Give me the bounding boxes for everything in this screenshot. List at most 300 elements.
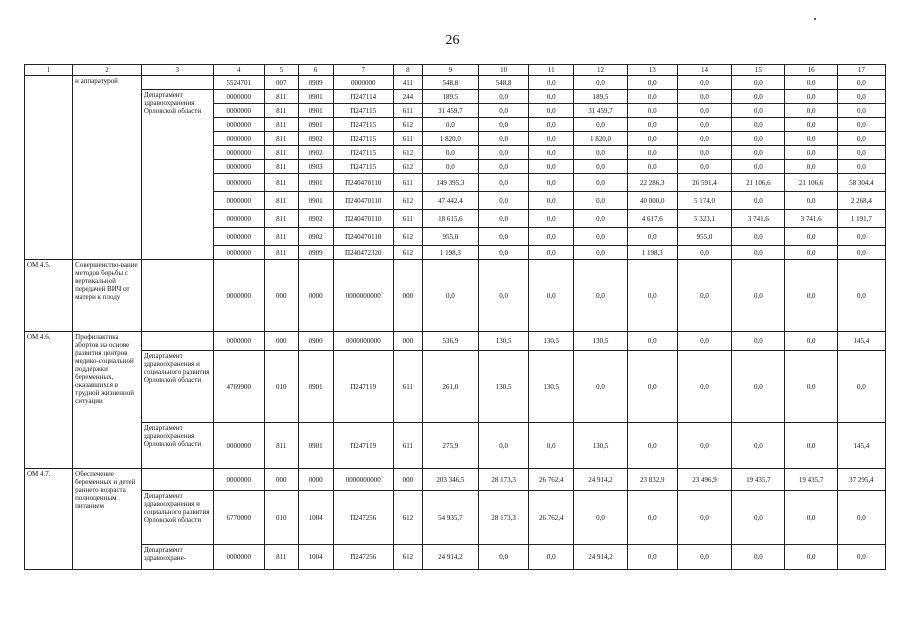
value-cell: 26 591,4 <box>677 174 731 192</box>
header-row <box>25 65 886 76</box>
value-cell: 000 <box>264 332 298 351</box>
value-cell: 0,0 <box>785 146 837 160</box>
value-cell: 0,0 <box>785 351 837 423</box>
value-cell: 0,0 <box>837 160 885 174</box>
value-cell: 5524701 <box>213 76 264 90</box>
column-header: 4 <box>213 65 264 76</box>
value-cell: 811 <box>264 160 298 174</box>
value-cell: 149 395,3 <box>422 174 478 192</box>
column-header: 16 <box>785 65 837 76</box>
value-cell: 0,0 <box>574 351 627 423</box>
column-header: 17 <box>837 65 885 76</box>
value-cell: 4 617,6 <box>627 210 677 228</box>
value-cell: 0000000 <box>213 90 264 104</box>
value-cell: 611 <box>393 104 422 118</box>
value-cell: 811 <box>264 423 298 469</box>
value-cell: 0,0 <box>677 332 731 351</box>
value-cell: 275,9 <box>422 423 478 469</box>
value-cell: П247115 <box>333 104 393 118</box>
value-cell: 0,0 <box>627 351 677 423</box>
value-cell: 0,0 <box>677 423 731 469</box>
value-cell: 203 346,5 <box>422 469 478 491</box>
value-cell: 0,0 <box>529 160 574 174</box>
table-row <box>25 423 886 469</box>
value-cell: П247115 <box>333 160 393 174</box>
value-cell: 0,0 <box>732 160 785 174</box>
value-cell: 0000000 <box>213 423 264 469</box>
table-body <box>25 65 886 570</box>
value-cell: 0,0 <box>785 160 837 174</box>
value-cell: 612 <box>393 545 422 570</box>
dept-cell <box>141 332 213 351</box>
value-cell: 0,0 <box>574 146 627 160</box>
value-cell: 0,0 <box>529 118 574 132</box>
value-cell: 0902 <box>298 228 333 246</box>
event-name-cell: Обеспечение беременных и детей раннего возраста полноценным питанием <box>73 469 142 570</box>
value-cell: 0,0 <box>574 246 627 260</box>
value-cell: 0,0 <box>732 491 785 545</box>
value-cell: 0000000 <box>213 132 264 146</box>
event-code-cell: ОМ 4.6. <box>25 332 73 469</box>
value-cell: 0,0 <box>529 423 574 469</box>
value-cell: 5 174,0 <box>677 192 731 210</box>
value-cell: 0901 <box>298 174 333 192</box>
value-cell: 0903 <box>298 160 333 174</box>
value-cell: 0901 <box>298 118 333 132</box>
value-cell: 0,0 <box>785 90 837 104</box>
value-cell: 28 173,3 <box>479 491 529 545</box>
value-cell: 811 <box>264 104 298 118</box>
value-cell: 0,0 <box>677 260 731 332</box>
column-header: 5 <box>264 65 298 76</box>
value-cell: 0,0 <box>479 174 529 192</box>
value-cell: 0,0 <box>479 192 529 210</box>
value-cell: 130,5 <box>574 423 627 469</box>
value-cell: 0901 <box>298 192 333 210</box>
table-row <box>25 260 886 332</box>
value-cell: 0,0 <box>422 160 478 174</box>
value-cell: 548,8 <box>479 76 529 90</box>
value-cell: 0000000000 <box>333 469 393 491</box>
value-cell: 010 <box>264 351 298 423</box>
value-cell: 0,0 <box>627 160 677 174</box>
value-cell: 4769900 <box>213 351 264 423</box>
column-header: 10 <box>479 65 529 76</box>
value-cell: 0,0 <box>837 228 885 246</box>
value-cell: 0,0 <box>627 90 677 104</box>
value-cell: 0902 <box>298 210 333 228</box>
value-cell: 811 <box>264 132 298 146</box>
value-cell: 811 <box>264 118 298 132</box>
value-cell: 811 <box>264 246 298 260</box>
table-row <box>25 469 886 491</box>
value-cell: 3 741,6 <box>785 210 837 228</box>
value-cell: 0,0 <box>529 90 574 104</box>
value-cell: П247115 <box>333 132 393 146</box>
value-cell: 0,0 <box>677 104 731 118</box>
value-cell: 0,0 <box>529 545 574 570</box>
column-header: 12 <box>574 65 627 76</box>
value-cell: 611 <box>393 351 422 423</box>
value-cell: 3 741,6 <box>732 210 785 228</box>
table-row <box>25 90 886 104</box>
value-cell: 0,0 <box>732 260 785 332</box>
value-cell: 0,0 <box>422 146 478 160</box>
event-name-cell: и аппаратурой <box>73 76 142 260</box>
value-cell: 612 <box>393 246 422 260</box>
value-cell: 000 <box>393 260 422 332</box>
value-cell: П240472320 <box>333 246 393 260</box>
table-row <box>25 545 886 570</box>
value-cell: 000 <box>264 260 298 332</box>
value-cell: 0,0 <box>677 90 731 104</box>
value-cell: 1 198,3 <box>627 246 677 260</box>
value-cell: 5 323,1 <box>677 210 731 228</box>
value-cell: 0,0 <box>785 132 837 146</box>
value-cell: 26 762,4 <box>529 469 574 491</box>
value-cell: 0,0 <box>837 246 885 260</box>
value-cell: 145,4 <box>837 332 885 351</box>
value-cell: П240470110 <box>333 228 393 246</box>
dept-cell <box>141 260 213 332</box>
value-cell: 0,0 <box>479 160 529 174</box>
value-cell: 145,4 <box>837 423 885 469</box>
value-cell: 23 496,9 <box>677 469 731 491</box>
value-cell: 0000000 <box>333 76 393 90</box>
value-cell: 0,0 <box>529 228 574 246</box>
value-cell: 0,0 <box>574 160 627 174</box>
value-cell: 1 820,0 <box>574 132 627 146</box>
value-cell: 1 191,7 <box>837 210 885 228</box>
value-cell: 0000000 <box>213 228 264 246</box>
value-cell: 0,0 <box>627 104 677 118</box>
value-cell: 0,0 <box>479 246 529 260</box>
value-cell: 0,0 <box>479 104 529 118</box>
value-cell: 0,0 <box>677 160 731 174</box>
dept-cell <box>141 76 213 90</box>
value-cell: 0,0 <box>837 132 885 146</box>
value-cell: 0,0 <box>732 423 785 469</box>
value-cell: 26 762,4 <box>529 491 574 545</box>
value-cell: 0,0 <box>574 260 627 332</box>
value-cell: 0000000 <box>213 545 264 570</box>
value-cell: 0,0 <box>627 491 677 545</box>
value-cell: 0,0 <box>837 90 885 104</box>
value-cell: 0,0 <box>785 118 837 132</box>
value-cell: 0,0 <box>529 104 574 118</box>
column-header: 8 <box>393 65 422 76</box>
value-cell: 0,0 <box>574 192 627 210</box>
value-cell: 0000 <box>298 260 333 332</box>
value-cell: 811 <box>264 90 298 104</box>
value-cell: 189,5 <box>574 90 627 104</box>
value-cell: 0,0 <box>677 132 731 146</box>
value-cell: 0000000 <box>213 246 264 260</box>
value-cell: 0902 <box>298 146 333 160</box>
value-cell: 22 286,3 <box>627 174 677 192</box>
value-cell: 0,0 <box>677 246 731 260</box>
value-cell: 0,0 <box>479 146 529 160</box>
value-cell: 0,0 <box>627 545 677 570</box>
value-cell: 0,0 <box>732 246 785 260</box>
value-cell: 58 304,4 <box>837 174 885 192</box>
event-code-cell: ОМ 4.7. <box>25 469 73 570</box>
column-header: 9 <box>422 65 478 76</box>
value-cell: 0000000 <box>213 210 264 228</box>
value-cell: 0,0 <box>574 210 627 228</box>
value-cell: 536,9 <box>422 332 478 351</box>
value-cell: 0,0 <box>529 146 574 160</box>
event-code-cell: ОМ 4.5. <box>25 260 73 332</box>
value-cell: 0,0 <box>732 192 785 210</box>
value-cell: 612 <box>393 491 422 545</box>
value-cell: 31 459,7 <box>422 104 478 118</box>
value-cell: 0,0 <box>732 228 785 246</box>
value-cell: 261,0 <box>422 351 478 423</box>
value-cell: 611 <box>393 174 422 192</box>
value-cell: 21 106,6 <box>785 174 837 192</box>
dept-cell: Департамент здравоохранения и социального развития Орловской области <box>141 351 213 423</box>
value-cell: 811 <box>264 210 298 228</box>
value-cell: 0,0 <box>837 545 885 570</box>
value-cell: 0,0 <box>732 545 785 570</box>
dept-cell: Департамент здравоохранения и социального развития Орловской области <box>141 491 213 545</box>
value-cell: 0,0 <box>785 228 837 246</box>
value-cell: 0901 <box>298 351 333 423</box>
value-cell: П247256 <box>333 491 393 545</box>
value-cell: 0,0 <box>627 118 677 132</box>
value-cell: 0000000 <box>213 118 264 132</box>
value-cell: 0000000 <box>213 174 264 192</box>
value-cell: 0,0 <box>732 332 785 351</box>
value-cell: 612 <box>393 118 422 132</box>
value-cell: 0,0 <box>677 118 731 132</box>
value-cell: 0,0 <box>677 76 731 90</box>
value-cell: 0,0 <box>732 132 785 146</box>
value-cell: 0,0 <box>785 76 837 90</box>
value-cell: 811 <box>264 146 298 160</box>
speck-mark <box>814 18 816 20</box>
value-cell: 1 820,0 <box>422 132 478 146</box>
value-cell: 23 832,9 <box>627 469 677 491</box>
value-cell: 0,0 <box>529 246 574 260</box>
value-cell: 1004 <box>298 491 333 545</box>
value-cell: 0,0 <box>479 90 529 104</box>
value-cell: 0,0 <box>479 228 529 246</box>
value-cell: 0000000 <box>213 192 264 210</box>
value-cell: 0,0 <box>479 260 529 332</box>
value-cell: 0,0 <box>529 174 574 192</box>
value-cell: 611 <box>393 423 422 469</box>
value-cell: 0,0 <box>785 423 837 469</box>
value-cell: 0000000000 <box>333 260 393 332</box>
value-cell: 19 435,7 <box>732 469 785 491</box>
value-cell: 0,0 <box>677 491 731 545</box>
value-cell: 31 459,7 <box>574 104 627 118</box>
value-cell: 0,0 <box>574 228 627 246</box>
value-cell: 0000 <box>298 469 333 491</box>
value-cell: П240470110 <box>333 210 393 228</box>
value-cell: 0000000 <box>213 469 264 491</box>
value-cell: П247115 <box>333 146 393 160</box>
value-cell: 0,0 <box>574 174 627 192</box>
value-cell: 0,0 <box>785 104 837 118</box>
value-cell: 0,0 <box>529 76 574 90</box>
value-cell: 0000000 <box>213 260 264 332</box>
value-cell: П240470110 <box>333 192 393 210</box>
value-cell: 0,0 <box>837 118 885 132</box>
value-cell: 0902 <box>298 132 333 146</box>
value-cell: 0,0 <box>627 132 677 146</box>
value-cell: 28 173,3 <box>479 469 529 491</box>
value-cell: 0,0 <box>529 192 574 210</box>
value-cell: 0,0 <box>529 210 574 228</box>
dept-cell <box>141 469 213 491</box>
event-name-cell: Совершенство-вание методов борьбы с вертикальной передачей ВИЧ от матери к плоду <box>73 260 142 332</box>
value-cell: 0,0 <box>732 104 785 118</box>
value-cell: 0,0 <box>479 210 529 228</box>
value-cell: 2 268,4 <box>837 192 885 210</box>
value-cell: 0,0 <box>785 491 837 545</box>
value-cell: 612 <box>393 228 422 246</box>
value-cell: 18 615,6 <box>422 210 478 228</box>
value-cell: 40 000,0 <box>627 192 677 210</box>
value-cell: 0901 <box>298 423 333 469</box>
value-cell: 612 <box>393 160 422 174</box>
value-cell: П247119 <box>333 423 393 469</box>
value-cell: 010 <box>264 491 298 545</box>
value-cell: 007 <box>264 76 298 90</box>
code-cell <box>25 76 73 260</box>
value-cell: 0,0 <box>627 228 677 246</box>
value-cell: 0901 <box>298 104 333 118</box>
value-cell: 0,0 <box>627 332 677 351</box>
value-cell: 811 <box>264 545 298 570</box>
column-header: 3 <box>141 65 213 76</box>
value-cell: 0,0 <box>837 260 885 332</box>
value-cell: 0,0 <box>837 351 885 423</box>
value-cell: П247114 <box>333 90 393 104</box>
value-cell: 811 <box>264 192 298 210</box>
value-cell: 0,0 <box>677 545 731 570</box>
value-cell: 0,0 <box>837 76 885 90</box>
value-cell: 47 442,4 <box>422 192 478 210</box>
value-cell: 548,8 <box>422 76 478 90</box>
value-cell: 0000000 <box>213 104 264 118</box>
column-header: 11 <box>529 65 574 76</box>
table-row <box>25 332 886 351</box>
column-header: 7 <box>333 65 393 76</box>
value-cell: 0,0 <box>785 332 837 351</box>
table-row <box>25 76 886 90</box>
value-cell: 612 <box>393 146 422 160</box>
value-cell: 0901 <box>298 90 333 104</box>
value-cell: 130,5 <box>479 332 529 351</box>
value-cell: 244 <box>393 90 422 104</box>
value-cell: 0000000 <box>213 332 264 351</box>
value-cell: 0,0 <box>785 246 837 260</box>
value-cell: 411 <box>393 76 422 90</box>
value-cell: 1 198,3 <box>422 246 478 260</box>
value-cell: 0,0 <box>785 545 837 570</box>
value-cell: 0,0 <box>574 76 627 90</box>
value-cell: 0900 <box>298 332 333 351</box>
value-cell: П240470110 <box>333 174 393 192</box>
value-cell: 0,0 <box>732 90 785 104</box>
value-cell: 0000000 <box>213 146 264 160</box>
value-cell: П247115 <box>333 118 393 132</box>
value-cell: 0,0 <box>732 351 785 423</box>
value-cell: 6770000 <box>213 491 264 545</box>
value-cell: 0,0 <box>479 423 529 469</box>
value-cell: 0,0 <box>677 146 731 160</box>
column-header: 1 <box>25 65 73 76</box>
value-cell: 130,5 <box>529 351 574 423</box>
value-cell: 0,0 <box>627 146 677 160</box>
value-cell: 0,0 <box>837 146 885 160</box>
column-header: 15 <box>732 65 785 76</box>
table-row <box>25 491 886 545</box>
value-cell: 0,0 <box>627 423 677 469</box>
dept-cell: Департамент здравоохране- <box>141 545 213 570</box>
value-cell: 955,0 <box>422 228 478 246</box>
value-cell: 0,0 <box>732 76 785 90</box>
value-cell: 811 <box>264 228 298 246</box>
value-cell: 0,0 <box>574 118 627 132</box>
value-cell: 0,0 <box>422 260 478 332</box>
value-cell: 0,0 <box>574 491 627 545</box>
value-cell: П247119 <box>333 351 393 423</box>
dept-cell: Департамент здравоохранения Орловской области <box>141 90 213 260</box>
value-cell: 955,0 <box>677 228 731 246</box>
value-cell: 0000000000 <box>333 332 393 351</box>
value-cell: 189,5 <box>422 90 478 104</box>
value-cell: 130,5 <box>529 332 574 351</box>
value-cell: 612 <box>393 192 422 210</box>
value-cell: 0,0 <box>479 118 529 132</box>
value-cell: 19 435,7 <box>785 469 837 491</box>
value-cell: 0,0 <box>785 260 837 332</box>
value-cell: 0909 <box>298 76 333 90</box>
column-header: 6 <box>298 65 333 76</box>
value-cell: 0,0 <box>732 118 785 132</box>
value-cell: 0,0 <box>479 545 529 570</box>
value-cell: 611 <box>393 132 422 146</box>
value-cell: 000 <box>393 469 422 491</box>
value-cell: П247256 <box>333 545 393 570</box>
value-cell: 000 <box>393 332 422 351</box>
column-header: 13 <box>627 65 677 76</box>
budget-table <box>24 64 886 570</box>
value-cell: 0,0 <box>837 104 885 118</box>
value-cell: 0,0 <box>479 132 529 146</box>
value-cell: 130,5 <box>574 332 627 351</box>
value-cell: 24 914,2 <box>574 545 627 570</box>
value-cell: 21 106,6 <box>732 174 785 192</box>
event-name-cell: Профилактика абортов на основе развития центров медико-социальной поддержки беременных, оказавшихся в трудной жизненной ситуации <box>73 332 142 469</box>
dept-cell: Департамент здравоохранения Орловской области <box>141 423 213 469</box>
table-row <box>25 351 886 423</box>
value-cell: 0,0 <box>785 192 837 210</box>
value-cell: 37 295,4 <box>837 469 885 491</box>
value-cell: 000 <box>264 469 298 491</box>
value-cell: 0909 <box>298 246 333 260</box>
value-cell: 0,0 <box>732 146 785 160</box>
value-cell: 0,0 <box>422 118 478 132</box>
page-number: 26 <box>445 33 460 48</box>
value-cell: 0,0 <box>529 260 574 332</box>
value-cell: 0,0 <box>677 351 731 423</box>
